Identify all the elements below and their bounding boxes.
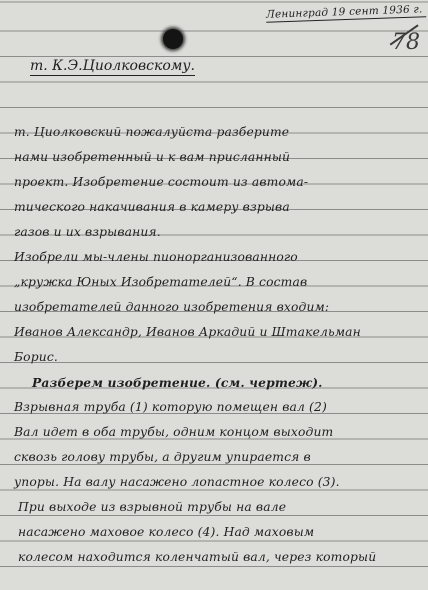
letter-line: Изобрели мы-члены пионорганизованного <box>14 250 298 264</box>
letter-line: Взрывная труба (1) которую помещен вал (2) <box>14 400 327 414</box>
archive-number: 78 <box>392 30 420 55</box>
letter-line: насажено маховое колесо (4). Над маховым <box>18 525 315 539</box>
binder-hole <box>163 29 183 49</box>
letter-date: Ленинград 19 сент 1936 г. <box>266 3 426 23</box>
letter-line: „кружка Юных Изобретателей“. В состав <box>14 275 308 289</box>
letter-line: Разберем изобретение. (см. чертеж). <box>32 375 323 390</box>
letter-line: проект. Изобретение состоит из автома- <box>14 175 309 189</box>
letter-line: газов и их взрывания. <box>14 225 161 239</box>
letter-line: Иванов Александр, Иванов Аркадий и Штакельман <box>14 325 361 339</box>
letter-line: т. Циолковский пожалуйста разберите <box>14 125 290 139</box>
letter-line: нами изобретенный и к вам присланный <box>14 150 291 164</box>
letter-line: сквозь голову трубы, а другим упирается в <box>14 450 311 464</box>
letter-line: Борис. <box>14 350 58 364</box>
letter-line: При выходе из взрывной трубы на вале <box>18 500 287 514</box>
letter-line: колесом находится коленчатый вал, через который <box>18 550 377 564</box>
letter-addressee: т. К.Э.Циолковскому. <box>30 58 195 74</box>
letter-line: Вал идет в оба трубы, одним концом выходит <box>14 425 334 439</box>
letter-line: упоры. На валу насажено лопастное колесо (3). <box>14 475 340 489</box>
letter-line: тического накачивания в камеру взрыва <box>14 200 290 214</box>
letter-body <box>14 120 422 570</box>
letter-line: изобретателей данного изобретения входим: <box>14 300 330 314</box>
